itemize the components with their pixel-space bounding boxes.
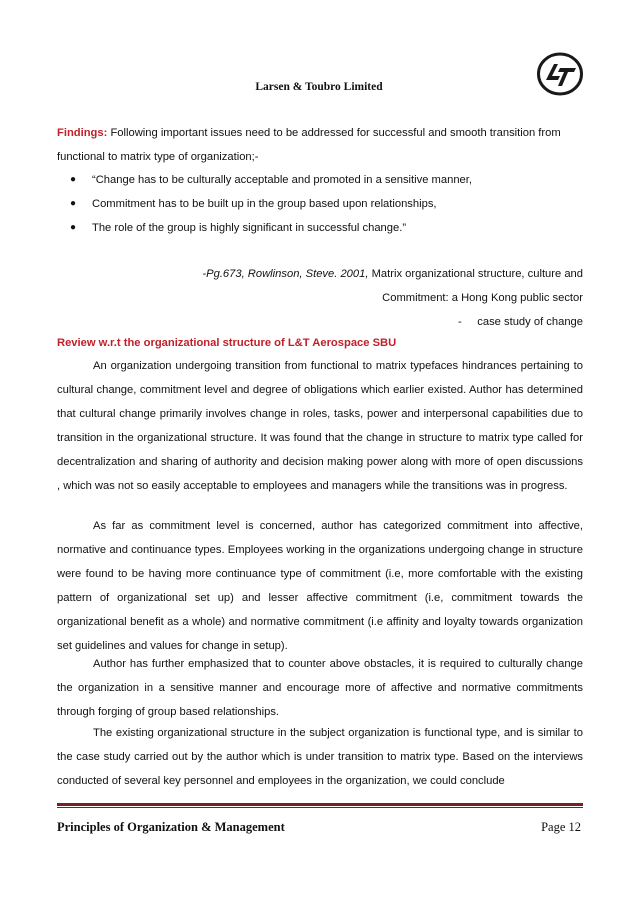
- bullet-icon: ●: [70, 222, 77, 233]
- body-paragraph: The existing organizational structure in the subject organization is functional type, and is similar to the case study carried out by the author which is under transition to matrix type. Based on the interviews conducted of several key personnel and employees in the organization, we could conclude: [57, 727, 583, 787]
- header-title: Larsen & Toubro Limited: [255, 81, 383, 93]
- list-item: ● Commitment has to be built up in the group based upon relationships,: [70, 192, 580, 216]
- bullet-icon: ●: [70, 174, 77, 185]
- findings-paragraph: [57, 121, 583, 169]
- footer-title: Principles of Organization & Management: [57, 820, 285, 834]
- findings-text: Following important issues need to be addressed for successful and smooth transition from functional to matrix type of organization;-: [57, 127, 561, 163]
- page-number: Page 12: [541, 820, 581, 834]
- body-paragraph: As far as commitment level is concerned, author has categorized commitment into affective, normative and continuance types. Employees working in the organizations undergoing change in structure were found to be having more continuance type of commitment (i.e, more comfortable with the existing pattern of organizational set up) and lesser affective commitment (i.e, commitment towards the organizational benefit as a whole) and normative commitment (i.e affinity and loyalty towards organization set guidelines and values for change in setup).: [57, 520, 583, 652]
- footer-divider: [57, 803, 583, 806]
- bullet-icon: ●: [70, 198, 77, 209]
- body-paragraph: Author has further emphasized that to counter above obstacles, it is required to culturally change the organization in a sensitive manner and encourage more of affective and normative commitments through forging of group based relationships.: [57, 658, 583, 718]
- list-item: ● The role of the group is highly significant in successful change.”: [70, 216, 580, 240]
- citation-line: -Pg.673, Rowlinson, Steve. 2001, Matrix organizational structure, culture and: [202, 268, 583, 280]
- citation-line: - case study of change: [458, 316, 583, 328]
- findings-label: Findings:: [57, 127, 108, 139]
- footer-divider: [57, 807, 583, 808]
- list-item: ● “Change has to be culturally acceptable and promoted in a sensitive manner,: [70, 168, 580, 192]
- body-paragraph: An organization undergoing transition from functional to matrix typefaces hindrances pertaining to cultural change, commitment level and degree of obligations which earlier existed. Author has determined that cultural change primarily involves change in roles, tasks, power and interpersonal capabilities due to transition in the organizational structure. It was found that the change in structure to matrix type called for decentralization and sharing of authority and decision making power along with more of open discussions , which was not so easily acceptable to employees and managers while the transitions was in progress.: [57, 360, 583, 492]
- section-heading: Review w.r.t the organizational structure of L&T Aerospace SBU: [57, 337, 397, 349]
- bullet-list: [70, 168, 580, 240]
- citation-line: Commitment: a Hong Kong public sector: [382, 292, 583, 304]
